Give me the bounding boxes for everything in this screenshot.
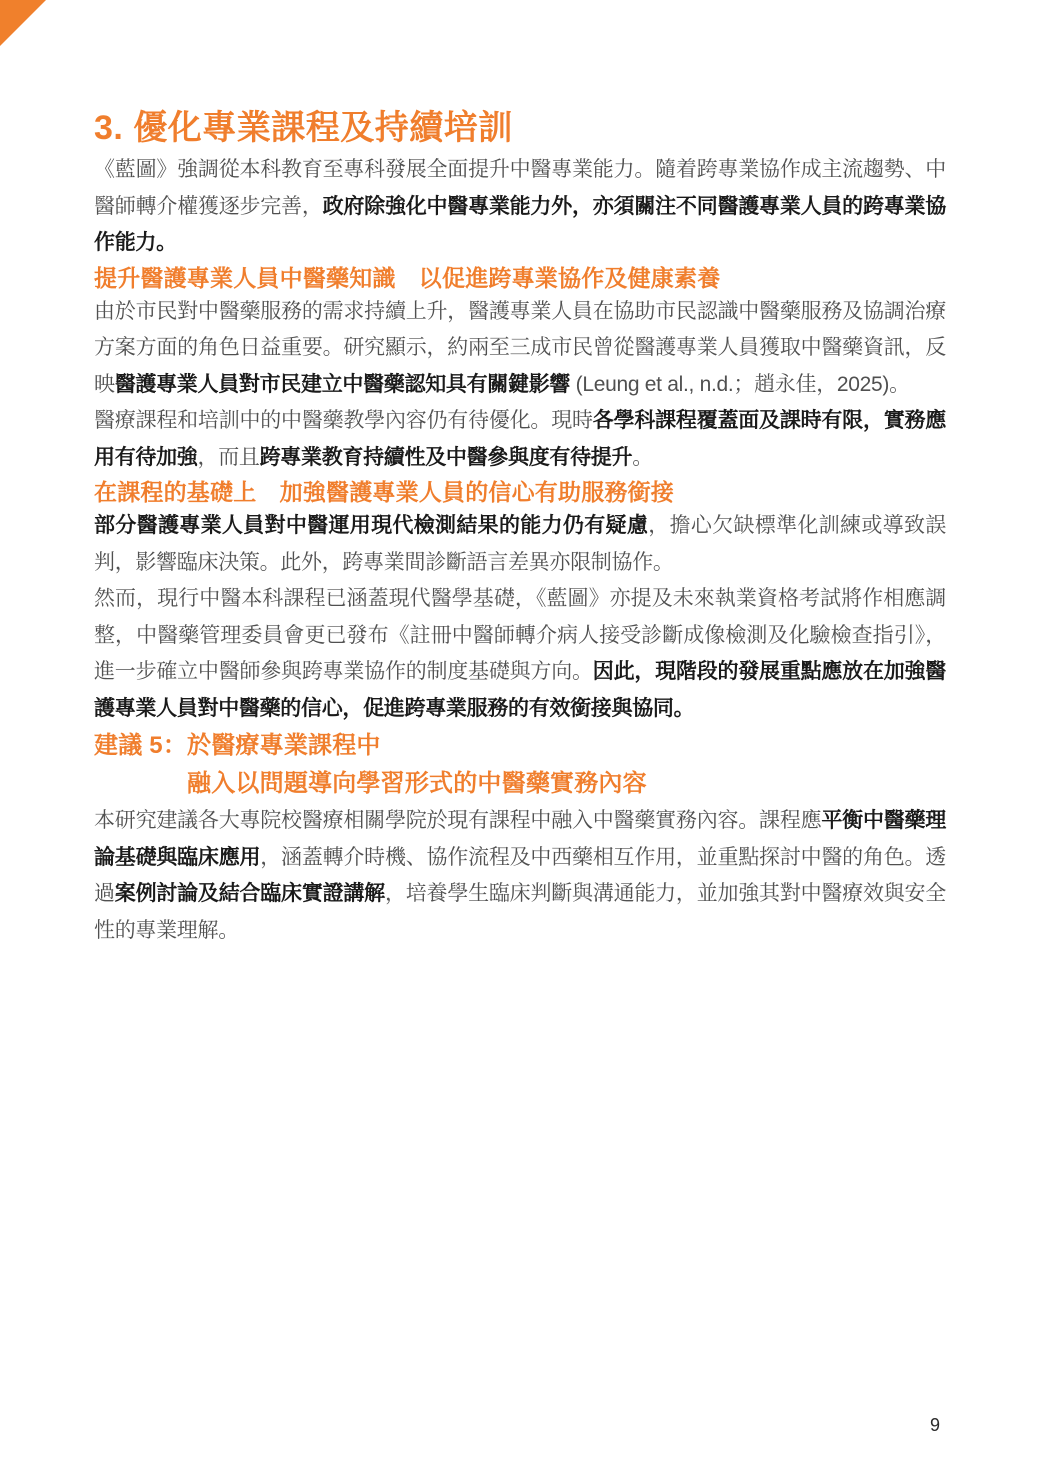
page-content [94,0,946,949]
recommendation-title [187,727,946,803]
paragraph-text: 由於市民對中醫藥服務的需求持續上升，醫護專業人員在協助市民認識中醫藥服務及協調治療方案方面的角色日益重要。研究顯示，約兩至三成市民曾從醫護專業人員獲取中醫藥資訊，反映 [94,299,946,396]
paragraph-bold-text: 案例討論及結合臨床實證講解 [114,882,385,905]
page-number: 9 [930,1415,941,1435]
paragraph-text: ，而且 [197,445,260,469]
recommendation-line-2: 融入以問題導向學習形式的中醫藥實務內容 [187,770,647,797]
paragraph-text: 本研究建議各大專院校醫療相關學院於現有課程中融入中醫藥實務內容。課程應 [94,809,822,832]
paragraph-bold-text: 跨專業教育持續性及中醫參與度有待提升 [259,445,633,469]
subheading-knowledge-promotion: 提升醫護專業人員中醫藥知識 以促進跨專業協作及健康素養 [94,264,721,291]
paragraph-text: ，擔心欠缺標準化訓練或導致誤判，影響臨床決策。此外，跨專業間診斷語言差異亦限制協作。 [94,514,946,574]
paragraph-text: ，涵蓋轉介時機、協作流程及中西藥相互作用，並重點探討中醫的角色。透過 [94,845,946,905]
recommendation-label: 建議 5： [94,732,188,759]
paragraph-bold-text: 平衡中醫藥理論基礎與臨床應用 [94,809,947,869]
paragraph-blueprint-overview [94,152,946,262]
paragraph-bold-text: 各學科課程覆蓋面及課時有限，實務應用有待加強 [94,409,946,469]
paragraph-text: ，培養學生臨床判斷與溝通能力，並加強其對中醫療效與安全性的專業理解。 [94,882,946,942]
paragraph-bold-text: 醫護專業人員對市民建立中醫藥認知具有關鍵影響 [114,372,571,396]
recommendation-line-1: 於醫療專業課程中 [187,732,381,759]
paragraph-recommendation-detail [94,803,946,949]
paragraph-text: 。 [632,445,653,469]
paragraph-text: 醫療課程和培訓中的中醫藥教學內容仍有待優化。現時 [94,409,593,432]
paragraph-curriculum-gaps [94,403,946,476]
paragraph-text: 《藍圖》強調從本科教育至專科發展全面提升中醫專業能力。隨着跨專業協作成主流趨勢、中醫師轉介權獲逐步完善， [94,158,946,218]
corner-accent-triangle [0,0,46,46]
paragraph-bold-text: 政府除強化中醫專業能力外，亦須關注不同醫護專業人員的跨專業協作能力。 [94,194,946,254]
paragraph-professional-doubts [94,508,946,581]
paragraph-text: 然而，現行中醫本科課程已涵蓋現代醫學基礎，《藍圖》亦提及未來執業資格考試將作相應調整，中醫藥管理委員會更已發布《註冊中醫師轉介病人接受診斷成像檢測及化驗檢查指引》，進一步確立中醫師參與跨專業協作的制度基礎與方向。 [94,587,946,683]
citation-text: (Leung et al., n.d.；趙永佳，2025)。 [570,372,910,396]
paragraph-bold-text: 因此，現階段的發展重點應放在加強醫護專業人員對中醫藥的信心，促進跨專業服務的有效銜接與協同。 [94,660,946,720]
subheading-confidence-building: 在課程的基礎上 加強醫護專業人員的信心有助服務銜接 [94,479,674,505]
paragraph-citizen-demand [94,294,946,404]
section-title: 3. 優化專業課程及持續培訓 [94,109,513,147]
recommendation-heading [94,727,946,803]
paragraph-existing-foundation [94,581,946,727]
paragraph-bold-text: 部分醫護專業人員對中醫運用現代檢測結果的能力仍有疑慮 [94,514,649,537]
